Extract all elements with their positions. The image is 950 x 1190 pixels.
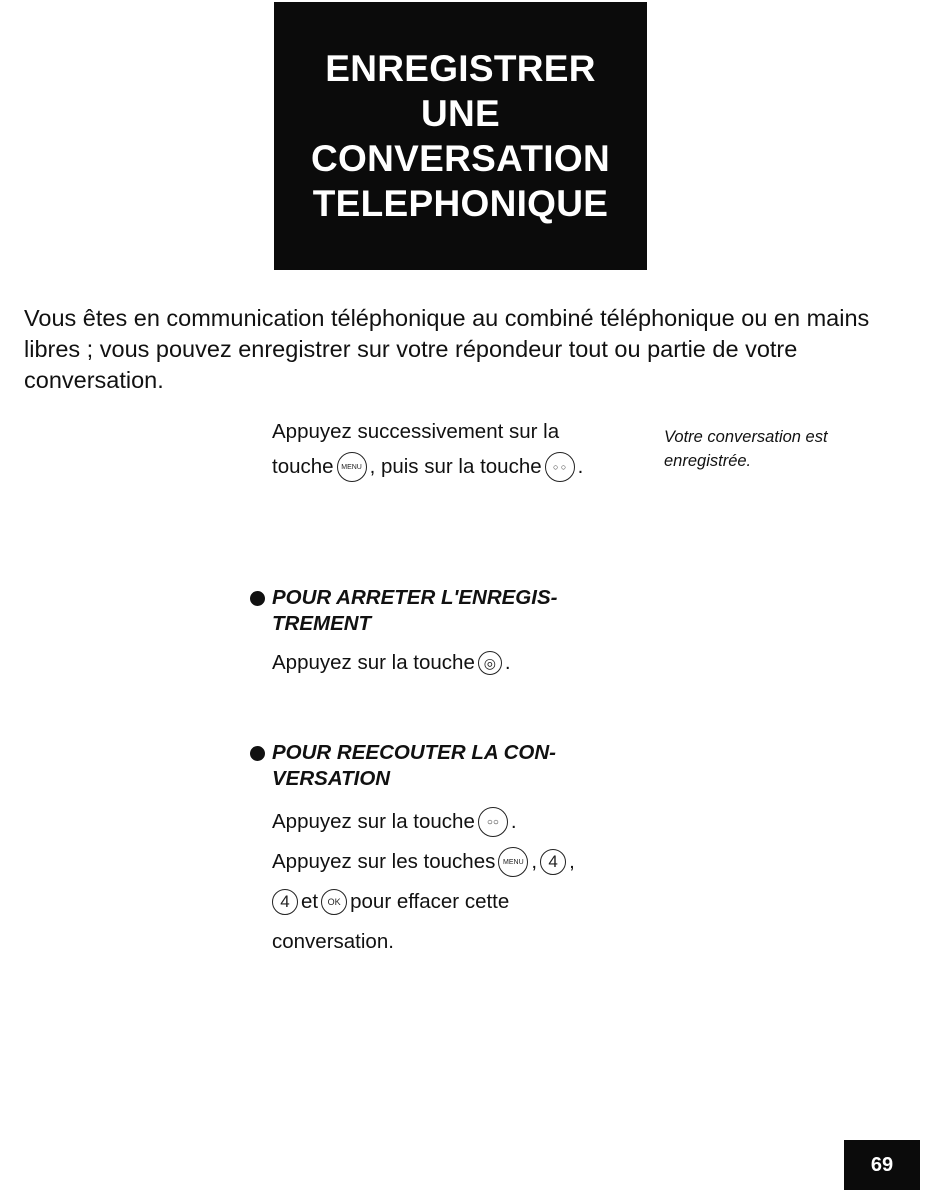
heading-line: VERSATION bbox=[272, 767, 391, 790]
step-text-touche: touche bbox=[272, 455, 334, 478]
erase-text: Appuyez sur les touches bbox=[272, 850, 496, 873]
heading-line: TREMENT bbox=[272, 612, 372, 635]
erase-text-pour: pour effacer cette bbox=[350, 890, 510, 913]
intro-paragraph: Vous êtes en communication téléphonique au combiné téléphonique ou en mains libres ; vous pouvez enregistrer sur votre répondeur tout ou partie de votre conversation. bbox=[24, 305, 870, 393]
stop-instruction bbox=[250, 643, 670, 683]
step-line-2 bbox=[272, 452, 662, 482]
section-stop-recording bbox=[250, 585, 670, 683]
stop-text-period: . bbox=[504, 651, 511, 674]
erase-sep: , bbox=[569, 850, 575, 873]
chapter-title-box bbox=[274, 2, 647, 270]
chapter-title-line: UNE bbox=[420, 93, 501, 134]
record-key-icon: ○ ○ bbox=[545, 452, 575, 482]
side-note: Votre conversation est enregistrée. bbox=[664, 428, 828, 470]
replay-text: Appuyez sur la touche bbox=[272, 810, 475, 833]
replay-instruction bbox=[250, 802, 670, 842]
erase-text-conversation: conversation. bbox=[272, 930, 394, 953]
section-replay-conversation bbox=[250, 740, 670, 962]
stop-text: Appuyez sur la touche bbox=[272, 651, 475, 674]
heading-line: POUR REECOUTER LA CON- bbox=[272, 741, 556, 764]
erase-instruction-line-2 bbox=[250, 882, 670, 922]
digit-4-key-icon: 4 bbox=[272, 889, 298, 915]
replay-text-period: . bbox=[510, 810, 517, 833]
chapter-title-line: CONVERSATION bbox=[311, 138, 610, 179]
menu-key-icon: MENU bbox=[498, 847, 528, 877]
section-heading bbox=[250, 585, 670, 637]
ok-key-icon: OK bbox=[321, 889, 347, 915]
heading-text bbox=[272, 740, 556, 792]
play-key-icon: ○○ bbox=[478, 807, 508, 837]
menu-key-icon: MENU bbox=[337, 452, 367, 482]
digit-4-key-icon: 4 bbox=[540, 849, 566, 875]
step-text-puis: , puis sur la touche bbox=[369, 455, 542, 478]
page-number: 69 bbox=[844, 1140, 920, 1190]
bullet-icon bbox=[250, 746, 265, 761]
erase-text-et: et bbox=[301, 890, 319, 913]
heading-text bbox=[272, 585, 557, 637]
bullet-icon bbox=[250, 591, 265, 606]
step-text-1: Appuyez successivement sur la bbox=[272, 420, 560, 443]
chapter-title-line: ENREGISTRER bbox=[325, 48, 596, 89]
step-text-period: . bbox=[577, 455, 584, 478]
erase-instruction-line-1 bbox=[250, 842, 670, 882]
heading-line: POUR ARRETER L'ENREGIS- bbox=[272, 586, 558, 609]
step-line-1 bbox=[272, 420, 662, 444]
erase-instruction-line-3 bbox=[250, 922, 670, 962]
stop-key-icon: ◎ bbox=[478, 651, 502, 675]
erase-sep: , bbox=[531, 850, 538, 873]
step-instructions bbox=[272, 420, 662, 482]
section-heading bbox=[250, 740, 670, 792]
chapter-title-line: TELEPHONIQUE bbox=[312, 183, 609, 224]
